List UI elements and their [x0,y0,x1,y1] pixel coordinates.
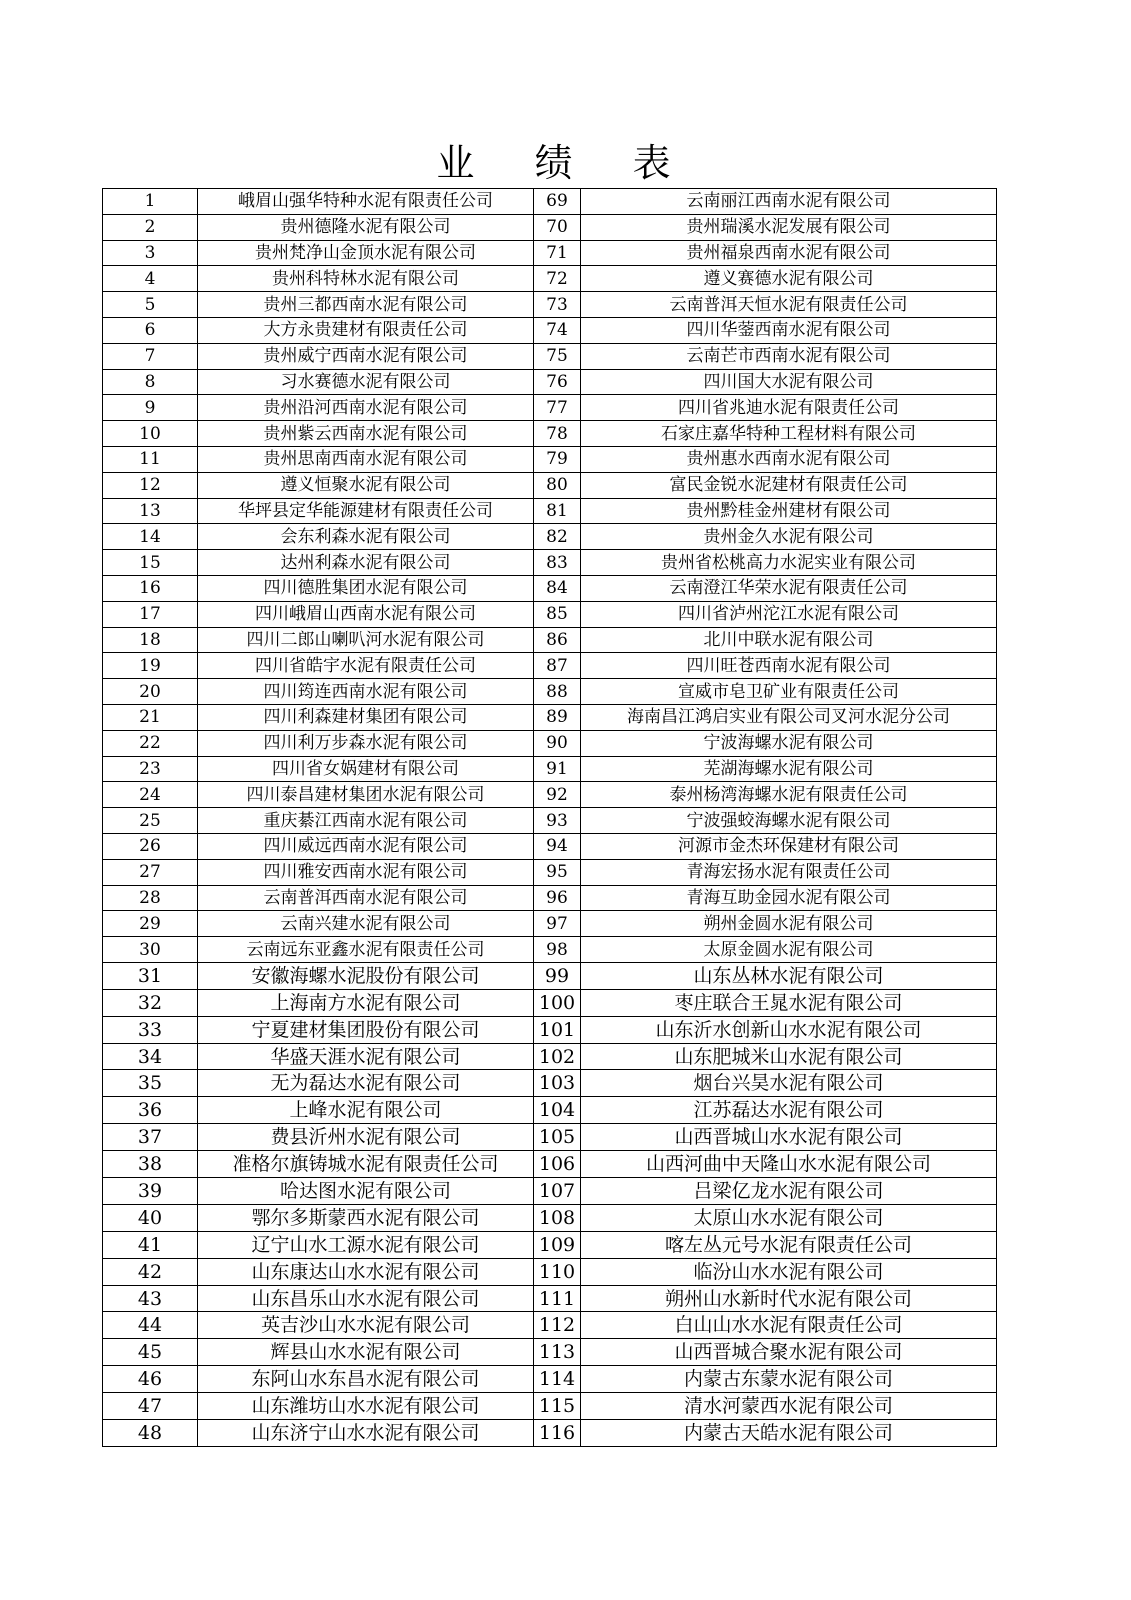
table-row [103,911,997,937]
row-number-left: 28 [103,885,198,911]
row-number-left: 39 [103,1178,198,1205]
row-number-left: 14 [103,524,198,550]
company-name-right: 富民金锐水泥建材有限责任公司 [581,472,997,498]
row-number-left: 40 [103,1204,198,1231]
company-name-left: 重庆綦江西南水泥有限公司 [198,808,534,834]
row-number-left: 6 [103,317,198,343]
company-name-right: 喀左丛元号水泥有限责任公司 [581,1231,997,1258]
company-name-left: 山东济宁山水水泥有限公司 [198,1420,534,1447]
company-name-left: 四川筠连西南水泥有限公司 [198,679,534,705]
row-number-left: 48 [103,1420,198,1447]
company-name-left: 四川省女娲建材有限公司 [198,756,534,782]
row-number-right: 116 [534,1420,581,1447]
row-number-right: 104 [534,1097,581,1124]
row-number-left: 18 [103,627,198,653]
row-number-right: 111 [534,1285,581,1312]
company-name-right: 芜湖海螺水泥有限公司 [581,756,997,782]
row-number-left: 38 [103,1151,198,1178]
table-row [103,1016,997,1043]
company-name-right: 山西河曲中天隆山水水泥有限公司 [581,1151,997,1178]
company-name-right: 清水河蒙西水泥有限公司 [581,1393,997,1420]
company-name-right: 石家庄嘉华特种工程材料有限公司 [581,421,997,447]
table-row [103,962,997,989]
row-number-right: 90 [534,730,581,756]
row-number-left: 17 [103,601,198,627]
row-number-left: 15 [103,550,198,576]
row-number-right: 81 [534,498,581,524]
table-row [103,292,997,318]
row-number-right: 86 [534,627,581,653]
company-name-right: 贵州省松桃高力水泥实业有限公司 [581,550,997,576]
company-name-left: 山东昌乐山水水泥有限公司 [198,1285,534,1312]
table-row [103,782,997,808]
row-number-left: 11 [103,446,198,472]
company-name-left: 贵州沿河西南水泥有限公司 [198,395,534,421]
company-name-left: 贵州梵净山金顶水泥有限公司 [198,240,534,266]
row-number-right: 93 [534,808,581,834]
row-number-right: 89 [534,704,581,730]
company-name-left: 哈达图水泥有限公司 [198,1178,534,1205]
table-row [103,369,997,395]
row-number-left: 31 [103,962,198,989]
performance-table [102,188,997,1447]
row-number-left: 36 [103,1097,198,1124]
row-number-left: 3 [103,240,198,266]
table-row [103,343,997,369]
company-name-left: 贵州思南西南水泥有限公司 [198,446,534,472]
company-name-left: 上峰水泥有限公司 [198,1097,534,1124]
company-name-right: 朔州金圆水泥有限公司 [581,911,997,937]
table-row [103,601,997,627]
company-name-left: 费县沂州水泥有限公司 [198,1124,534,1151]
company-name-right: 泰州杨湾海螺水泥有限责任公司 [581,782,997,808]
row-number-right: 94 [534,833,581,859]
row-number-left: 34 [103,1043,198,1070]
row-number-left: 19 [103,653,198,679]
row-number-right: 101 [534,1016,581,1043]
row-number-right: 98 [534,937,581,963]
row-number-right: 70 [534,214,581,240]
company-name-left: 遵义恒聚水泥有限公司 [198,472,534,498]
row-number-right: 76 [534,369,581,395]
company-name-right: 遵义赛德水泥有限公司 [581,266,997,292]
company-name-left: 四川二郎山喇叭河水泥有限公司 [198,627,534,653]
company-name-right: 贵州惠水西南水泥有限公司 [581,446,997,472]
company-name-right: 四川省兆迪水泥有限责任公司 [581,395,997,421]
row-number-right: 69 [534,189,581,215]
company-name-left: 东阿山水东昌水泥有限公司 [198,1366,534,1393]
row-number-right: 97 [534,911,581,937]
row-number-right: 88 [534,679,581,705]
performance-table-body [103,189,997,1447]
row-number-left: 45 [103,1339,198,1366]
table-row [103,1151,997,1178]
company-name-left: 贵州紫云西南水泥有限公司 [198,421,534,447]
company-name-right: 四川省泸州沱江水泥有限公司 [581,601,997,627]
row-number-right: 74 [534,317,581,343]
company-name-left: 峨眉山强华特种水泥有限责任公司 [198,189,534,215]
row-number-right: 77 [534,395,581,421]
table-row [103,756,997,782]
row-number-left: 4 [103,266,198,292]
row-number-right: 113 [534,1339,581,1366]
company-name-left: 辽宁山水工源水泥有限公司 [198,1231,534,1258]
table-row [103,679,997,705]
table-row [103,859,997,885]
table-row [103,1339,997,1366]
row-number-right: 96 [534,885,581,911]
company-name-right: 云南澄江华荣水泥有限责任公司 [581,575,997,601]
table-row [103,1070,997,1097]
row-number-right: 105 [534,1124,581,1151]
row-number-left: 29 [103,911,198,937]
row-number-left: 33 [103,1016,198,1043]
company-name-right: 太原山水水泥有限公司 [581,1204,997,1231]
company-name-left: 四川利森建材集团有限公司 [198,704,534,730]
row-number-left: 21 [103,704,198,730]
row-number-left: 44 [103,1312,198,1339]
row-number-right: 85 [534,601,581,627]
row-number-right: 106 [534,1151,581,1178]
company-name-right: 朔州山水新时代水泥有限公司 [581,1285,997,1312]
row-number-right: 103 [534,1070,581,1097]
table-row [103,1258,997,1285]
company-name-left: 贵州德隆水泥有限公司 [198,214,534,240]
row-number-left: 43 [103,1285,198,1312]
company-name-right: 内蒙古东蒙水泥有限公司 [581,1366,997,1393]
table-row [103,214,997,240]
company-name-right: 北川中联水泥有限公司 [581,627,997,653]
company-name-left: 安徽海螺水泥股份有限公司 [198,962,534,989]
row-number-left: 32 [103,989,198,1016]
company-name-left: 云南普洱西南水泥有限公司 [198,885,534,911]
company-name-left: 山东康达山水水泥有限公司 [198,1258,534,1285]
company-name-left: 贵州威宁西南水泥有限公司 [198,343,534,369]
row-number-right: 110 [534,1258,581,1285]
row-number-right: 100 [534,989,581,1016]
table-row [103,653,997,679]
table-row [103,189,997,215]
company-name-right: 贵州黔桂金州建材有限公司 [581,498,997,524]
table-row [103,1204,997,1231]
row-number-left: 20 [103,679,198,705]
company-name-right: 云南普洱天恒水泥有限责任公司 [581,292,997,318]
company-name-left: 华盛天涯水泥有限公司 [198,1043,534,1070]
row-number-left: 5 [103,292,198,318]
table-row [103,833,997,859]
table-row [103,472,997,498]
row-number-left: 30 [103,937,198,963]
table-row [103,1231,997,1258]
row-number-left: 22 [103,730,198,756]
company-name-left: 云南兴建水泥有限公司 [198,911,534,937]
row-number-right: 99 [534,962,581,989]
company-name-left: 辉县山水水泥有限公司 [198,1339,534,1366]
company-name-left: 四川德胜集团水泥有限公司 [198,575,534,601]
company-name-left: 山东潍坊山水水泥有限公司 [198,1393,534,1420]
row-number-right: 91 [534,756,581,782]
row-number-left: 41 [103,1231,198,1258]
company-name-left: 习水赛德水泥有限公司 [198,369,534,395]
company-name-right: 山西晋城山水水泥有限公司 [581,1124,997,1151]
row-number-left: 47 [103,1393,198,1420]
company-name-left: 云南远东亚鑫水泥有限责任公司 [198,937,534,963]
company-name-left: 会东利森水泥有限公司 [198,524,534,550]
table-row [103,1124,997,1151]
company-name-left: 准格尔旗铸城水泥有限责任公司 [198,1151,534,1178]
company-name-left: 四川峨眉山西南水泥有限公司 [198,601,534,627]
row-number-left: 12 [103,472,198,498]
table-row [103,1393,997,1420]
row-number-right: 78 [534,421,581,447]
company-name-left: 贵州科特林水泥有限公司 [198,266,534,292]
table-row [103,421,997,447]
company-name-right: 太原金圆水泥有限公司 [581,937,997,963]
company-name-right: 贵州瑞溪水泥发展有限公司 [581,214,997,240]
company-name-left: 贵州三都西南水泥有限公司 [198,292,534,318]
row-number-right: 115 [534,1393,581,1420]
table-row [103,1420,997,1447]
company-name-right: 山东沂水创新山水水泥有限公司 [581,1016,997,1043]
table-row [103,317,997,343]
company-name-right: 临汾山水水泥有限公司 [581,1258,997,1285]
row-number-right: 108 [534,1204,581,1231]
company-name-right: 吕梁亿龙水泥有限公司 [581,1178,997,1205]
company-name-left: 鄂尔多斯蒙西水泥有限公司 [198,1204,534,1231]
company-name-left: 华坪县定华能源建材有限责任公司 [198,498,534,524]
company-name-right: 宁波海螺水泥有限公司 [581,730,997,756]
row-number-left: 2 [103,214,198,240]
row-number-right: 72 [534,266,581,292]
row-number-right: 80 [534,472,581,498]
row-number-right: 92 [534,782,581,808]
company-name-right: 河源市金杰环保建材有限公司 [581,833,997,859]
row-number-right: 75 [534,343,581,369]
row-number-left: 23 [103,756,198,782]
table-row [103,395,997,421]
table-row [103,266,997,292]
row-number-left: 13 [103,498,198,524]
company-name-right: 烟台兴昊水泥有限公司 [581,1070,997,1097]
company-name-right: 江苏磊达水泥有限公司 [581,1097,997,1124]
row-number-right: 112 [534,1312,581,1339]
company-name-right: 宣威市皂卫矿业有限责任公司 [581,679,997,705]
table-row [103,1366,997,1393]
row-number-left: 42 [103,1258,198,1285]
company-name-right: 云南芒市西南水泥有限公司 [581,343,997,369]
company-name-right: 山东肥城米山水泥有限公司 [581,1043,997,1070]
company-name-right: 青海互助金园水泥有限公司 [581,885,997,911]
table-row [103,1312,997,1339]
row-number-right: 73 [534,292,581,318]
table-row [103,627,997,653]
row-number-left: 35 [103,1070,198,1097]
row-number-left: 7 [103,343,198,369]
company-name-right: 云南丽江西南水泥有限公司 [581,189,997,215]
company-name-left: 四川雅安西南水泥有限公司 [198,859,534,885]
row-number-left: 25 [103,808,198,834]
table-row [103,550,997,576]
table-row [103,1178,997,1205]
company-name-left: 四川利万步森水泥有限公司 [198,730,534,756]
table-row [103,1043,997,1070]
company-name-right: 山西晋城合聚水泥有限公司 [581,1339,997,1366]
row-number-left: 24 [103,782,198,808]
table-row [103,498,997,524]
row-number-left: 1 [103,189,198,215]
company-name-right: 贵州福泉西南水泥有限公司 [581,240,997,266]
table-row [103,240,997,266]
company-name-right: 贵州金久水泥有限公司 [581,524,997,550]
company-name-right: 内蒙古天皓水泥有限公司 [581,1420,997,1447]
company-name-left: 上海南方水泥有限公司 [198,989,534,1016]
row-number-right: 114 [534,1366,581,1393]
company-name-right: 山东丛林水泥有限公司 [581,962,997,989]
table-row [103,989,997,1016]
company-name-right: 枣庄联合王晁水泥有限公司 [581,989,997,1016]
table-row [103,446,997,472]
row-number-right: 83 [534,550,581,576]
company-name-right: 白山山水水泥有限责任公司 [581,1312,997,1339]
row-number-right: 107 [534,1178,581,1205]
company-name-left: 四川威远西南水泥有限公司 [198,833,534,859]
row-number-right: 102 [534,1043,581,1070]
company-name-left: 英吉沙山水水泥有限公司 [198,1312,534,1339]
company-name-left: 无为磊达水泥有限公司 [198,1070,534,1097]
table-row [103,1097,997,1124]
row-number-right: 84 [534,575,581,601]
company-name-left: 达州利森水泥有限公司 [198,550,534,576]
row-number-right: 79 [534,446,581,472]
company-name-right: 海南昌江鸿启实业有限公司叉河水泥分公司 [581,704,997,730]
row-number-right: 109 [534,1231,581,1258]
row-number-left: 9 [103,395,198,421]
row-number-left: 46 [103,1366,198,1393]
table-row [103,704,997,730]
table-row [103,937,997,963]
row-number-right: 82 [534,524,581,550]
page-title: 业 绩 表 [436,141,695,185]
company-name-right: 宁波强蛟海螺水泥有限公司 [581,808,997,834]
table-row [103,575,997,601]
row-number-left: 8 [103,369,198,395]
row-number-right: 95 [534,859,581,885]
company-name-right: 青海宏扬水泥有限责任公司 [581,859,997,885]
company-name-left: 四川泰昌建材集团水泥有限公司 [198,782,534,808]
table-row [103,730,997,756]
company-name-right: 四川华蓥西南水泥有限公司 [581,317,997,343]
row-number-left: 16 [103,575,198,601]
company-name-right: 四川旺苍西南水泥有限公司 [581,653,997,679]
table-row [103,808,997,834]
row-number-left: 10 [103,421,198,447]
row-number-right: 87 [534,653,581,679]
row-number-left: 26 [103,833,198,859]
table-row [103,524,997,550]
table-row [103,885,997,911]
row-number-left: 37 [103,1124,198,1151]
company-name-right: 四川国大水泥有限公司 [581,369,997,395]
company-name-left: 四川省皓宇水泥有限责任公司 [198,653,534,679]
company-name-left: 大方永贵建材有限责任公司 [198,317,534,343]
row-number-left: 27 [103,859,198,885]
row-number-right: 71 [534,240,581,266]
company-name-left: 宁夏建材集团股份有限公司 [198,1016,534,1043]
table-row [103,1285,997,1312]
